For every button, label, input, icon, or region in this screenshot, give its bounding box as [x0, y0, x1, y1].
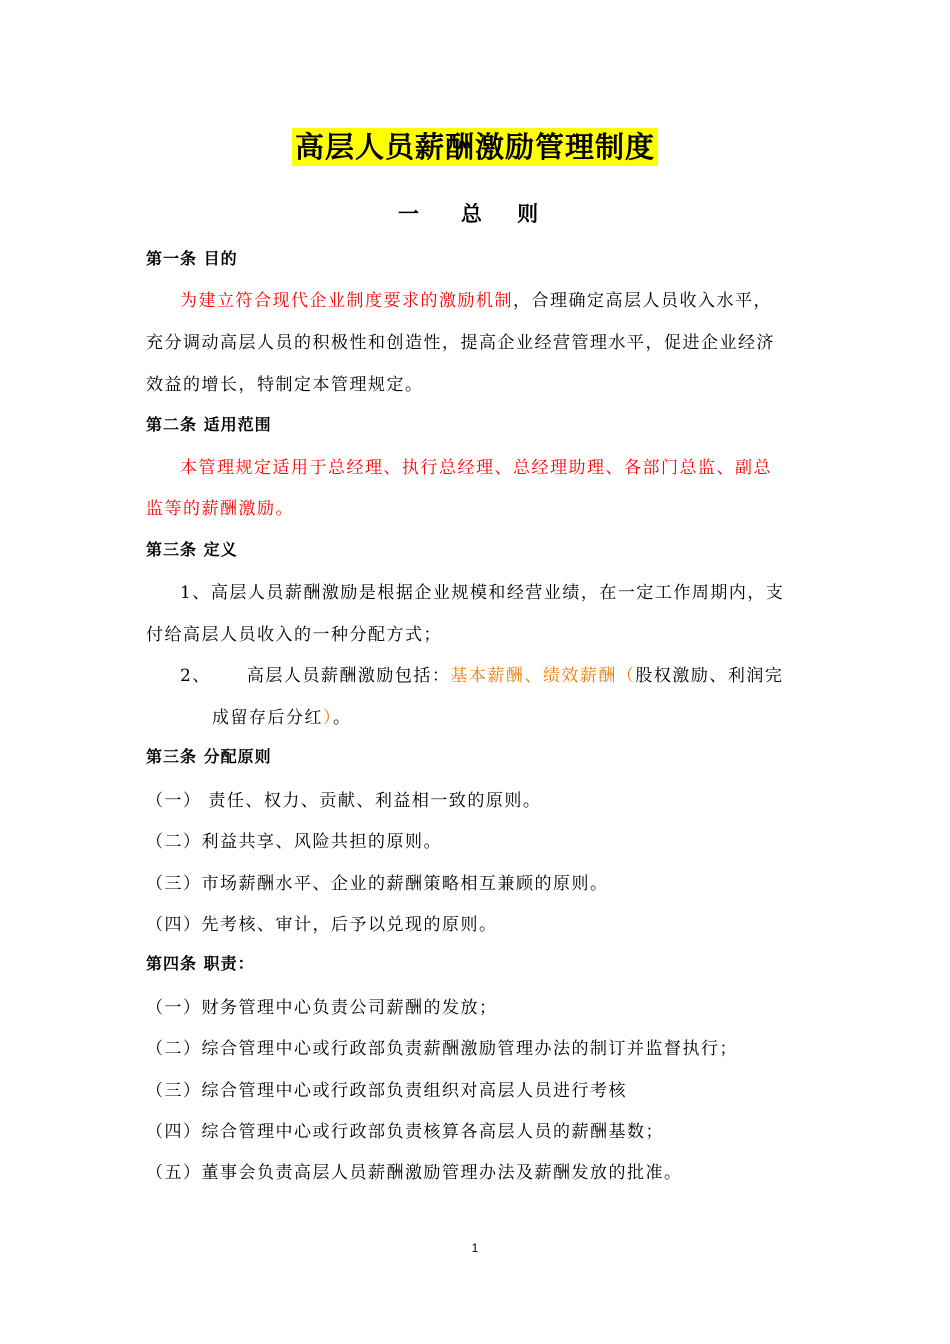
duty-item: （一）财务管理中心负责公司薪酬的发放；: [146, 998, 498, 1018]
duty-item: （五）董事会负责高层人员薪酬激励管理办法及薪酬发放的批准。: [146, 1163, 683, 1183]
article-2-heading: 第二条 适用范围: [146, 415, 272, 434]
duty-item: （四）综合管理中心或行政部负责核算各高层人员的薪酬基数；: [146, 1122, 664, 1142]
page-number: 1: [471, 1241, 479, 1255]
duty-item: （三）综合管理中心或行政部负责组织对高层人员进行考核: [146, 1081, 627, 1101]
article-1-line-1: [180, 286, 860, 311]
article-1-line-2: 充分调动高层人员的积极性和创造性，提高企业经营管理水平，促进企业经济: [146, 333, 775, 353]
principle-item: （三）市场薪酬水平、企业的薪酬策略相互兼顾的原则。: [146, 874, 609, 894]
article-3-heading: 第三条 定义: [146, 540, 238, 559]
article-3-item-2-line-2-text: 成留存后分红: [212, 708, 323, 728]
article-3-item-2-period: 。: [333, 708, 352, 728]
article-3-item-2-orange: 基本薪酬、绩效薪酬（: [450, 666, 636, 686]
article-1-heading: 第一条 目的: [146, 249, 238, 268]
article-1-line-1-rest: ，合理确定高层人员收入水平，: [513, 291, 772, 311]
chapter-heading: [0, 198, 950, 228]
article-4-heading: 第四条 职责：: [146, 954, 255, 973]
article-3-item-2-middle: 股权激励、利润完: [635, 666, 784, 686]
document-title: 高层人员薪酬激励管理制度: [292, 128, 658, 166]
article-3-item-2-line-1: [180, 661, 860, 686]
principle-item: （二）利益共享、风险共担的原则。: [146, 832, 442, 852]
principle-item: （一） 责任、权力、贡献、利益相一致的原则。: [146, 791, 542, 811]
article-1-red-text: 为建立符合现代企业制度要求的激励机制: [180, 291, 513, 311]
article-3-item-2-close-paren: ）: [323, 708, 333, 728]
article-3-item-1-line-1: 1、高层人员薪酬激励是根据企业规模和经营业绩，在一定工作周期内，支: [180, 583, 785, 603]
duty-item: （二）综合管理中心或行政部负责薪酬激励管理办法的制订并监督执行；: [146, 1039, 738, 1059]
article-3-item-1-line-2: 付给高层人员收入的一种分配方式；: [146, 625, 442, 645]
article-3-item-2-prefix: 高层人员薪酬激励包括：: [246, 666, 451, 686]
principle-item: （四）先考核、审计，后予以兑现的原则。: [146, 915, 498, 935]
article-3-item-2-number: 2、: [180, 666, 211, 686]
article-2-line-1: 本管理规定适用于总经理、执行总经理、总经理助理、各部门总监、副总: [180, 458, 772, 478]
article-1-line-3: 效益的增长，特制定本管理规定。: [146, 375, 424, 395]
chapter-name: 总 则: [460, 202, 553, 226]
article-3b-heading: 第三条 分配原则: [146, 747, 272, 766]
article-3-item-2-line-2: [212, 703, 892, 728]
chapter-number: 一: [397, 202, 419, 226]
article-2-line-2: 监等的薪酬激励。: [146, 499, 294, 519]
title-container: [0, 128, 950, 166]
